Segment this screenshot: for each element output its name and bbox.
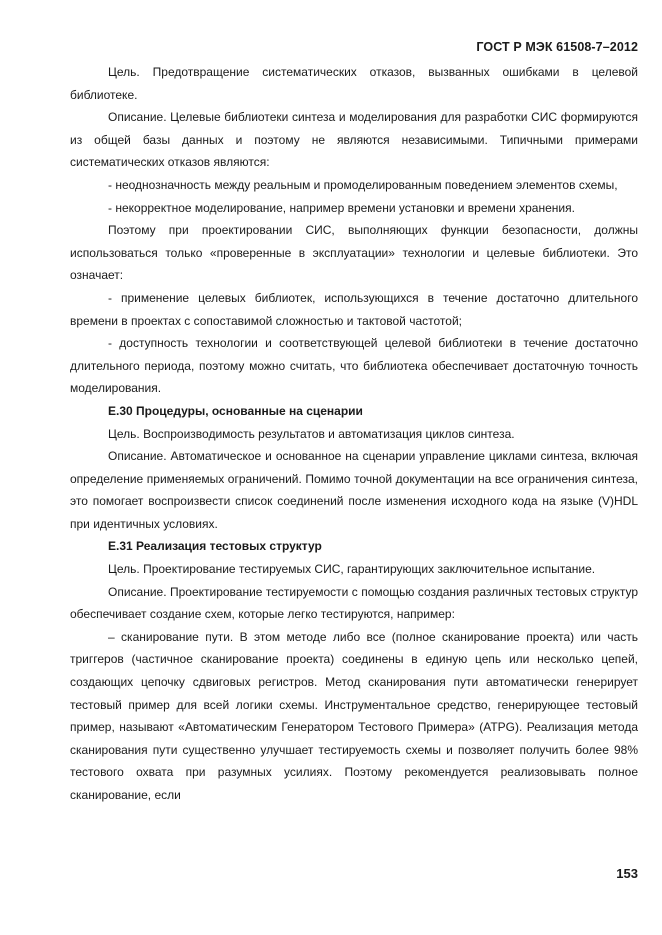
paragraph-therefore: Поэтому при проектировании СИС, выполняющих функции безопасности, должны использоваться только «проверенные в эксплуатации» технологии и целевые библиотеки. Это означает:	[70, 223, 638, 283]
paragraph-description-e29: Описание. Целевые библиотеки синтеза и моделирования для разработки СИС формируются из общей базы данных и поэтому не являются независимыми. Типичными примерами систематических отказов являются:	[70, 110, 638, 170]
paragraph-goal-e30: Цель. Воспроизводимость результатов и автоматизация циклов синтеза.	[108, 426, 515, 441]
section-heading-e30: Е.30 Процедуры, основанные на сценарии	[108, 403, 363, 418]
document-body	[70, 61, 638, 807]
page-number: 153	[616, 866, 638, 881]
list-item: - доступность технологии и соответствующей целевой библиотеки в течение достаточно длительного периода, поэтому можно считать, что библиотека обеспечивает достаточную точность моделирования.	[70, 336, 638, 396]
list-item: - применение целевых библиотек, использующихся в течение достаточно длительного времени в проектах с сопоставимой сложностью и тактовой частотой;	[70, 290, 638, 328]
list-item: – сканирование пути. В этом методе либо все (полное сканирование проекта) или часть триггеров (частичное сканирование проекта) соединены в единую цепь или несколько цепей, создающих цепочку сдвиговых регистров. Метод сканирования пути автоматически генерирует тестовый пример для всей логики схемы. Инструментальное средство, генерирующее тестовый пример, называют «Автоматическим Генератором Тестового Примера» (ATPG). Реализация метода сканирования пути существенно улучшает тестируемость схемы и позволяет получить более 98% тестового охвата при разумных усилиях. Поэтому рекомендуется реализовывать полное сканирование, если	[70, 629, 638, 802]
list-item: - некорректное моделирование, например времени установки и времени хранения.	[108, 200, 575, 215]
document-header: ГОСТ Р МЭК 61508-7–2012	[476, 40, 638, 54]
list-item: - неоднозначность между реальным и промоделированным поведением элементов схемы,	[108, 177, 618, 192]
paragraph-description-e30: Описание. Автоматическое и основанное на сценарии управление циклами синтеза, включая определение применяемых ограничений. Помимо точной документации на все ограничения синтеза, это помогает воспроизвести список соединений после изменения исходного кода на языке (V)HDL при идентичных условиях.	[70, 449, 638, 531]
paragraph-description-e31: Описание. Проектирование тестируемости с помощью создания различных тестовых структур обеспечивает создание схем, которые легко тестируются, например:	[70, 584, 638, 622]
section-heading-e31: Е.31 Реализация тестовых структур	[108, 539, 322, 554]
paragraph-goal-e29: Цель. Предотвращение систематических отказов, вызванных ошибками в целевой библиотеке.	[70, 65, 638, 102]
paragraph-goal-e31: Цель. Проектирование тестируемых СИС, гарантирующих заключительное испытание.	[108, 562, 596, 577]
